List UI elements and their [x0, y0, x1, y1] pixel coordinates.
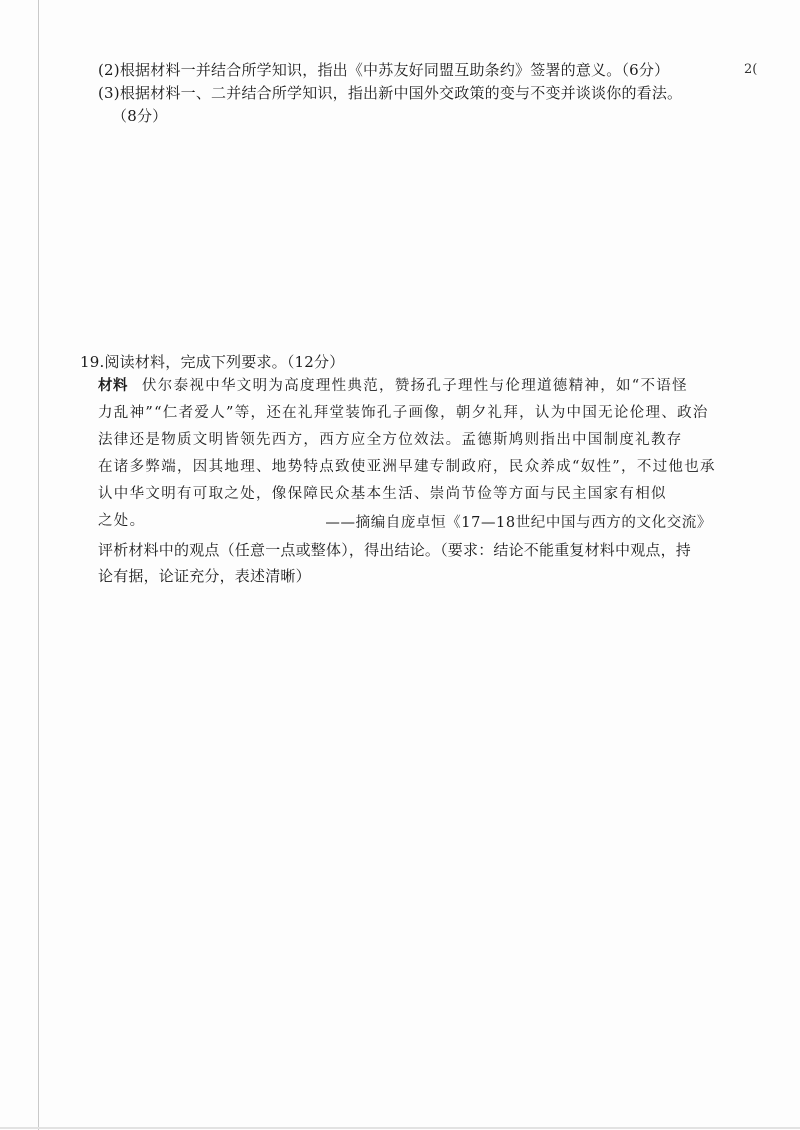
- q19-material-line-1: 材料 伏尔泰视中华文明为高度理性典范，赞扬孔子理性与伦理道德精神，如“不语怪: [98, 377, 688, 394]
- bottom-edge-rule: [0, 1127, 800, 1129]
- q19-material-line-2: 力乱神”“仁者爱人”等，还在礼拜堂装饰孔子画像，朝夕礼拜，认为中国无论伦理、政治: [98, 405, 709, 421]
- q19-task-line-2: 论有据，论证充分，表述清晰）: [98, 567, 311, 585]
- q19-material-line-6: 之处。: [98, 513, 146, 529]
- material-source-citation: ——摘编自庞卓恒《17—18世纪中国与西方的文化交流》: [325, 515, 712, 531]
- q18-part3-text: (3)根据材料一、二并结合所学知识，指出新中国外交政策的变与不变并谈谈你的看法。: [98, 84, 683, 102]
- q19-task-line-1: 评析材料中的观点（任意一点或整体），得出结论。（要求：结论不能重复材料中观点，持: [98, 541, 692, 559]
- q19-material-line-3: 法律还是物质文明皆领先西方，西方应全方位效法。孟德斯鸠则指出中国制度礼教存: [98, 432, 683, 448]
- q19-header: 19.阅读材料，完成下列要求。（12分）: [80, 353, 345, 371]
- q19-material-line-4: 在诸多弊端，因其地理、地势特点致使亚洲早建专制政府，民众养成“奴性”，不过他也承: [98, 459, 716, 475]
- q18-part3-points: （8分）: [112, 107, 168, 125]
- q19-material-line-5: 认中华文明有可取之处，像保障民众基本生活、崇尚节俭等方面与民主国家有相似: [98, 486, 667, 502]
- material-label: 材料: [98, 377, 128, 394]
- page-number-mark: 2(: [744, 62, 758, 77]
- left-margin-rule: [38, 0, 39, 1130]
- q18-part2-text: (2)根据材料一并结合所学知识，指出《中苏友好同盟互助条约》签署的意义。（6分）: [98, 61, 670, 79]
